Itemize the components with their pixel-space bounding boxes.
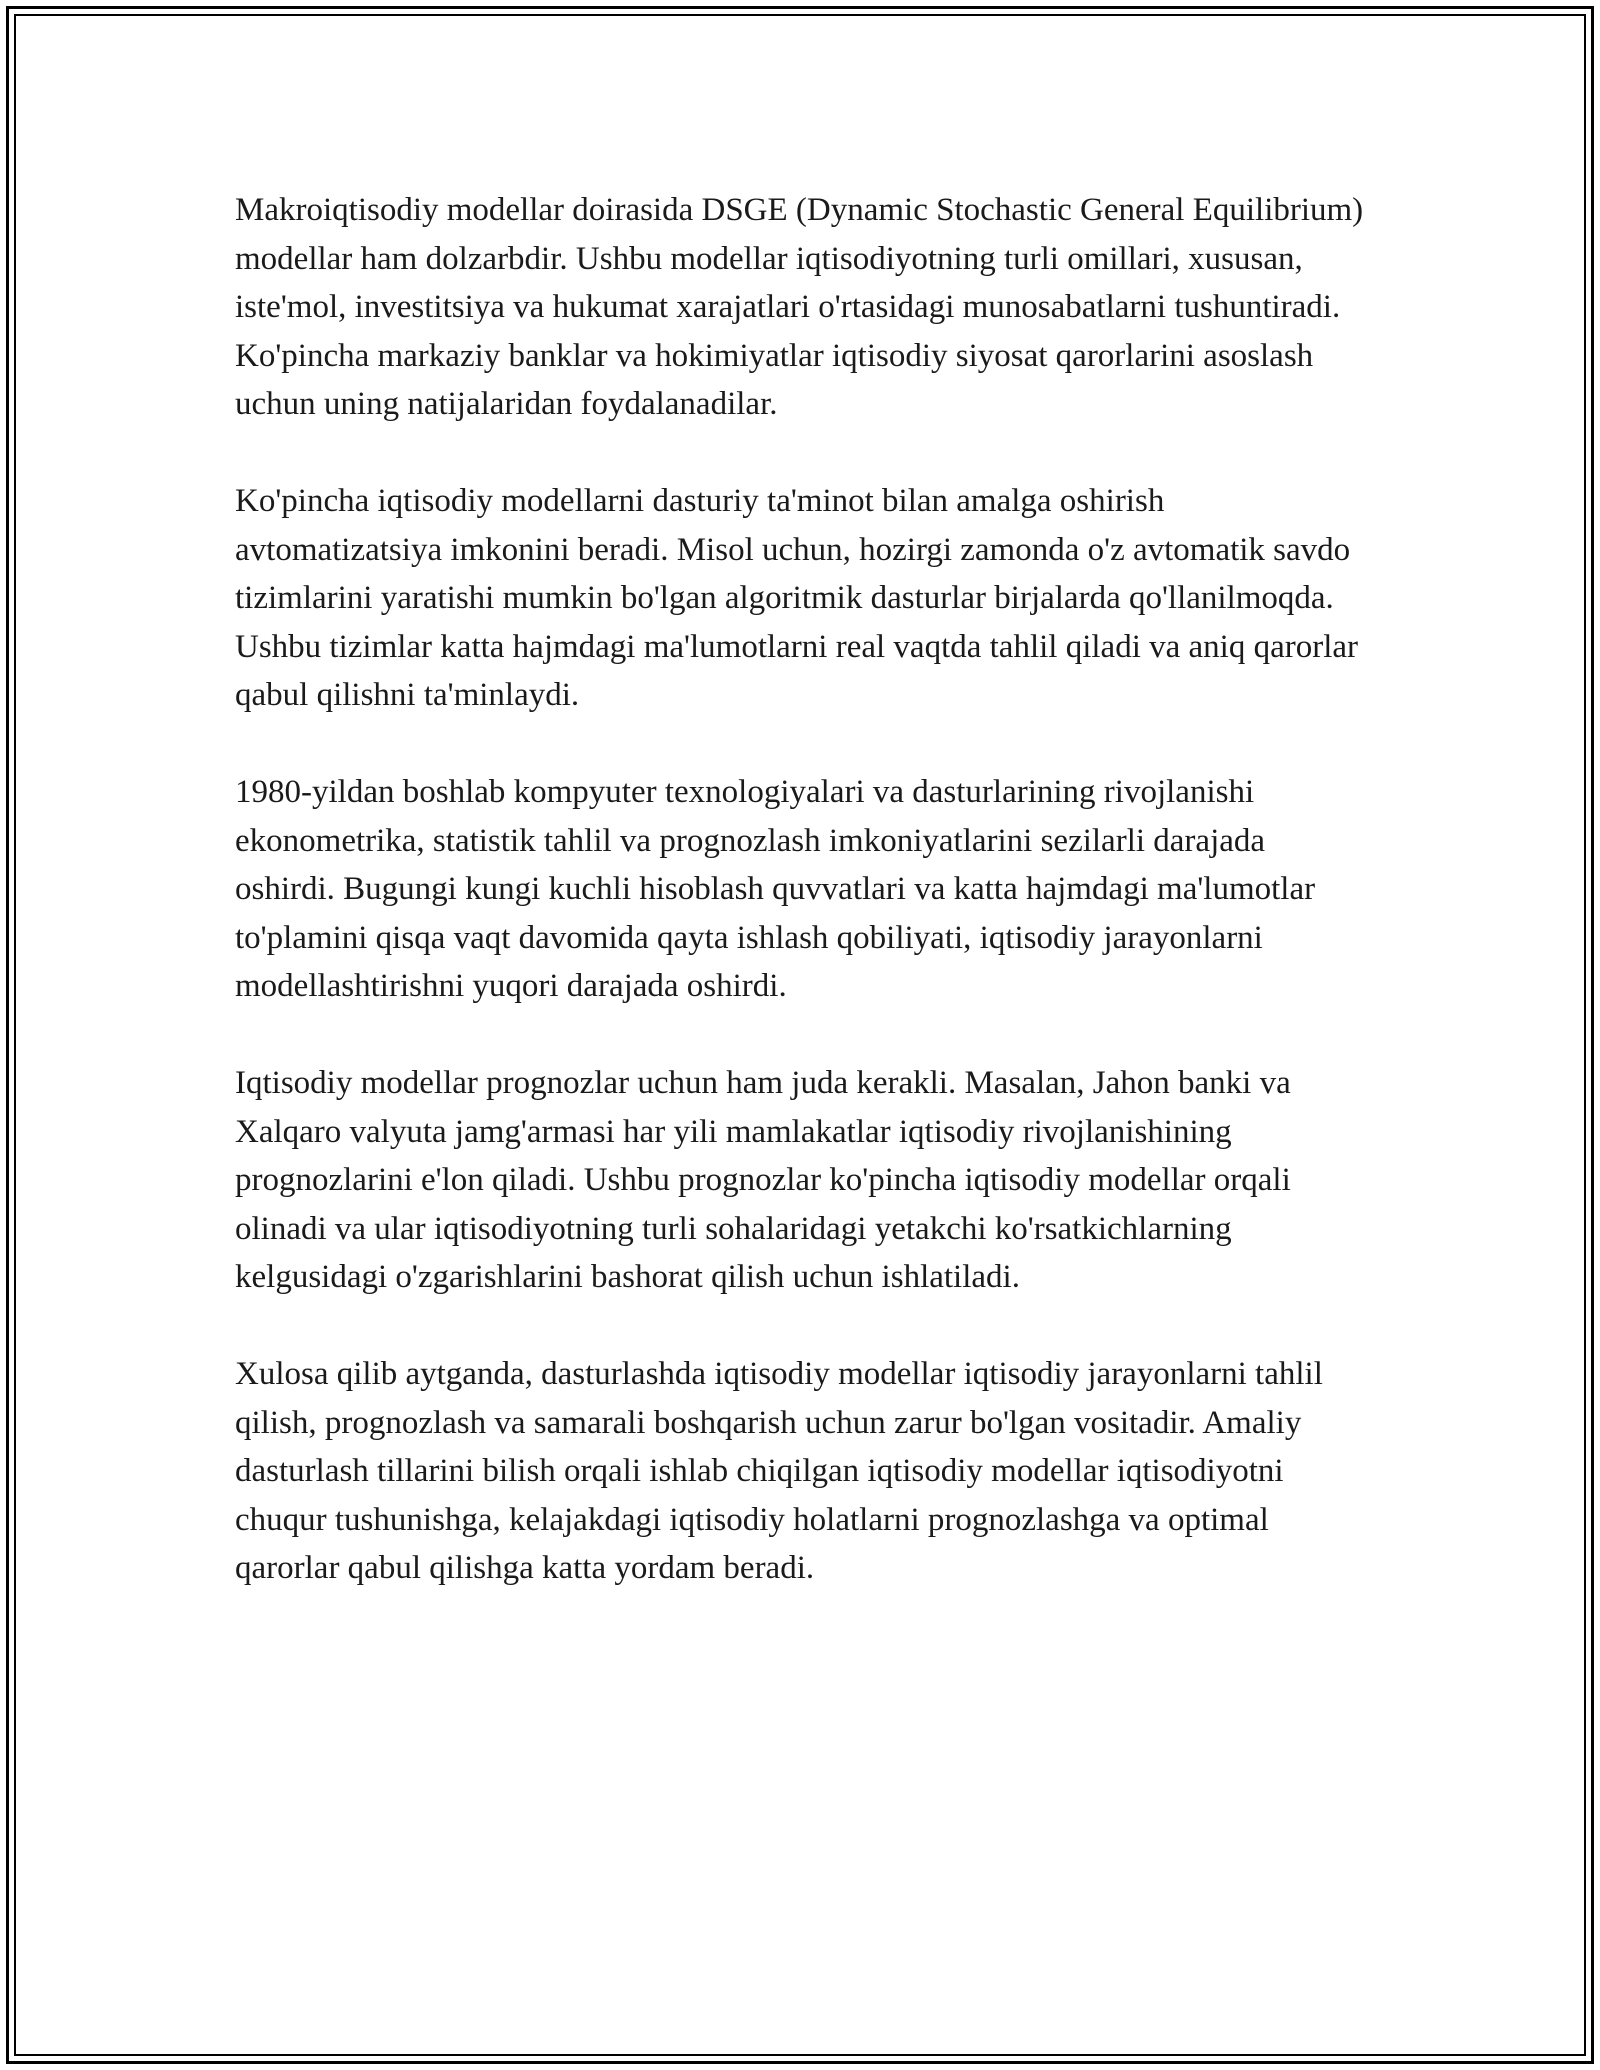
paragraph-history: 1980-yildan boshlab kompyuter texnologiyalari va dasturlarining rivojlanishi ekonometrika, statistik tahlil va prognozlash imkoniyatlarini sezilarli darajada oshirdi. Bugungi kungi kuchli hisoblash quvvatlari va katta hajmdagi ma'lumotlar to'plamini qisqa vaqt davomida qayta ishlash qobiliyati, iqtisodiy jarayonlarni modellashtirishni yuqori darajada oshirdi.: [235, 774, 1316, 1004]
paragraph-automation: Ko'pincha iqtisodiy modellarni dasturiy ta'minot bilan amalga oshirish avtomatizatsiya imkonini beradi. Misol uchun, hozirgi zamonda o'z avtomatik savdo tizimlarini yaratishi mumkin bo'lgan algoritmik dasturlar birjalarda qo'llanilmoqda. Ushbu tizimlar katta hajmdagi ma'lumotlarni real vaqtda tahlil qiladi va aniq qarorlar qabul qilishni ta'minlaydi.: [235, 483, 1358, 713]
paragraph-forecasts: Iqtisodiy modellar prognozlar uchun ham juda kerakli. Masalan, Jahon banki va Xalqaro valyuta jamg'armasi har yili mamlakatlar iqtisodiy rivojlanishining prognozlarini e'lon qiladi. Ushbu prognozlar ko'pincha iqtisodiy modellar orqali olinadi va ular iqtisodiyotning turli sohalaridagi yetakchi ko'rsatkichlarning kelgusidagi o'zgarishlarini bashorat qilish uchun ishlatiladi.: [235, 1065, 1291, 1295]
paragraph-dsge: Makroiqtisodiy modellar doirasida DSGE (Dynamic Stochastic General Equilibrium) modellar ham dolzarbdir. Ushbu modellar iqtisodiyotning turli omillari, xususan, iste'mol, investitsiya va hukumat xarajatlari o'rtasidagi munosabatlarni tushuntiradi. Ko'pincha markaziy banklar va hokimiyatlar iqtisodiy siyosat qarorlarini asoslash uchun uning natijalaridan foydalanadilar.: [235, 192, 1364, 422]
paragraph-conclusion: Xulosa qilib aytganda, dasturlashda iqtisodiy modellar iqtisodiy jarayonlarni tahlil qilish, prognozlash va samarali boshqarish uchun zarur bo'lgan vositadir. Amaliy dasturlash tillarini bilish orqali ishlab chiqilgan iqtisodiy modellar iqtisodiyotni chuqur tushunishga, kelajakdagi iqtisodiy holatlarni prognozlashga va optimal qarorlar qabul qilishga katta yordam beradi.: [235, 1356, 1323, 1586]
document-body: [235, 186, 1370, 1641]
